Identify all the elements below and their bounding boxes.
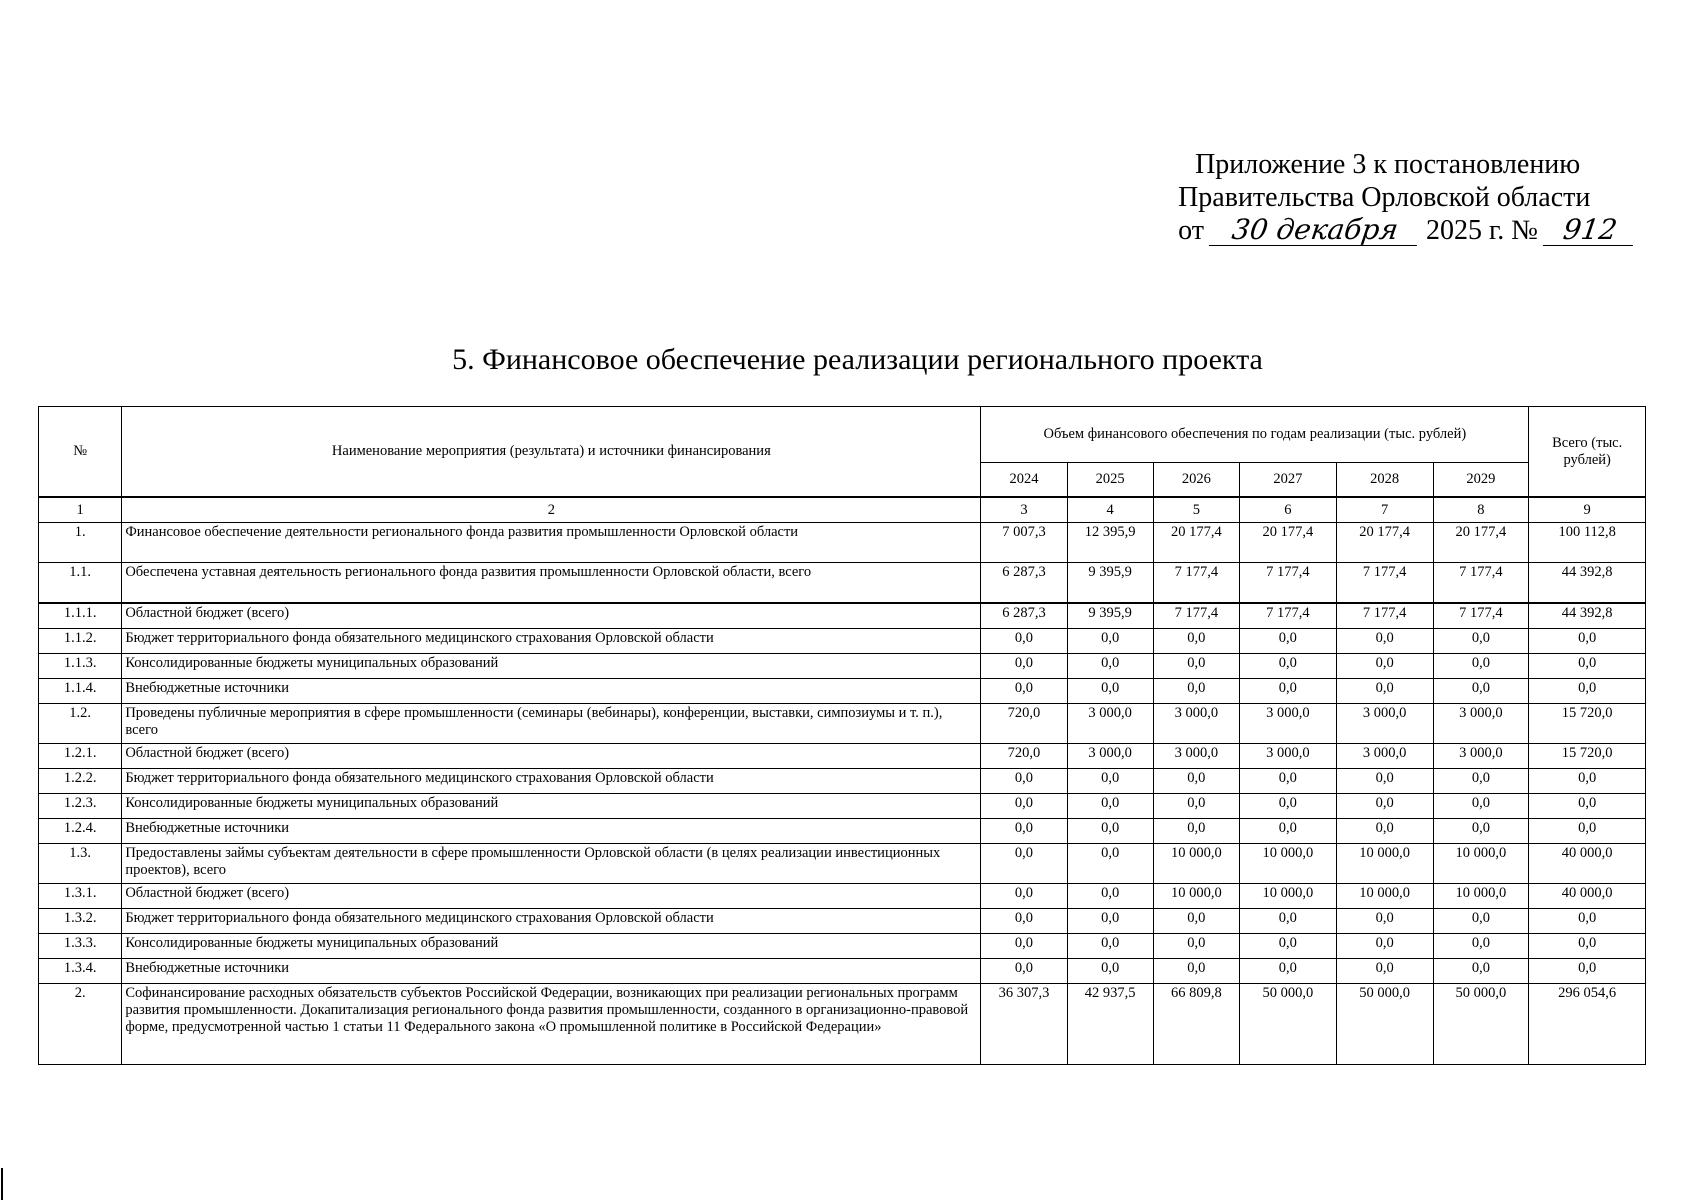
row-year-value: 0,0 [1153,679,1239,704]
row-name: Внебюджетные источники [122,959,981,984]
row-year-value: 6 287,3 [981,563,1067,604]
row-year-value: 0,0 [1239,819,1336,844]
row-year-value: 0,0 [1336,654,1433,679]
row-year-value: 0,0 [981,654,1067,679]
table-row [39,603,1646,629]
column-number: 1 [39,497,122,523]
handwritten-number: 912 [1543,215,1637,246]
row-number: 1.3.4. [39,959,122,984]
row-year-value: 0,0 [1336,909,1433,934]
row-year-value: 0,0 [1239,909,1336,934]
row-name: Областной бюджет (всего) [122,744,981,769]
page-title: 5. Финансовое обеспечение реализации регионального проекта [452,343,1263,376]
header-year: 2029 [1433,463,1529,498]
row-year-value: 0,0 [1153,794,1239,819]
row-year-value: 7 177,4 [1153,603,1239,629]
scan-edge-mark [1,1168,3,1200]
row-year-value: 0,0 [1067,884,1153,909]
row-year-value: 9 395,9 [1067,563,1153,604]
row-year-value: 0,0 [1067,909,1153,934]
row-year-value: 3 000,0 [1239,744,1336,769]
row-year-value: 3 000,0 [1336,704,1433,744]
row-total: 15 720,0 [1529,744,1646,769]
row-year-value: 0,0 [1153,959,1239,984]
row-year-value: 7 177,4 [1153,563,1239,604]
financing-table [38,406,1646,1065]
row-year-value: 10 000,0 [1153,884,1239,909]
row-total: 40 000,0 [1529,884,1646,909]
row-number: 1.1. [39,563,122,604]
row-number: 1.1.1. [39,603,122,629]
table-row [39,629,1646,654]
row-number: 1. [39,523,122,563]
row-year-value: 0,0 [1067,934,1153,959]
row-name: Проведены публичные мероприятия в сфере промышленности (семинары (вебинары), конференции, выставки, симпозиумы и т. п.), всего [122,704,981,744]
row-year-value: 10 000,0 [1239,844,1336,884]
table-row [39,819,1646,844]
row-year-value: 0,0 [1239,959,1336,984]
table-row [39,563,1646,604]
row-total: 0,0 [1529,794,1646,819]
row-year-value: 0,0 [1153,629,1239,654]
row-total: 15 720,0 [1529,704,1646,744]
row-year-value: 0,0 [981,819,1067,844]
row-year-value: 0,0 [981,769,1067,794]
row-year-value: 0,0 [1433,934,1529,959]
column-number: 9 [1529,497,1646,523]
row-year-value: 7 177,4 [1239,563,1336,604]
row-year-value: 10 000,0 [1239,884,1336,909]
row-year-value: 3 000,0 [1239,704,1336,744]
row-number: 1.1.4. [39,679,122,704]
column-number: 2 [122,497,981,523]
row-number: 1.2. [39,704,122,744]
row-total: 40 000,0 [1529,844,1646,884]
row-year-value: 3 000,0 [1433,704,1529,744]
table-row [39,934,1646,959]
row-year-value: 0,0 [1067,844,1153,884]
row-total: 100 112,8 [1529,523,1646,563]
row-year-value: 7 177,4 [1433,563,1529,604]
column-number: 3 [981,497,1067,523]
row-year-value: 10 000,0 [1433,844,1529,884]
row-year-value: 720,0 [981,744,1067,769]
row-name: Областной бюджет (всего) [122,603,981,629]
row-year-value: 0,0 [1239,934,1336,959]
row-year-value: 0,0 [1336,959,1433,984]
row-name: Консолидированные бюджеты муниципальных образований [122,794,981,819]
row-total: 0,0 [1529,959,1646,984]
header-name: Наименование мероприятия (результата) и источники финансирования [122,407,981,498]
row-year-value: 0,0 [1239,794,1336,819]
row-total: 44 392,8 [1529,603,1646,629]
appendix-line-3 [1178,214,1635,247]
row-year-value: 3 000,0 [1153,744,1239,769]
row-year-value: 50 000,0 [1239,984,1336,1065]
row-year-value: 720,0 [981,704,1067,744]
row-total: 0,0 [1529,654,1646,679]
table-row [39,984,1646,1065]
row-year-value: 7 177,4 [1336,563,1433,604]
row-year-value: 0,0 [1336,819,1433,844]
row-year-value: 0,0 [1153,654,1239,679]
row-year-value: 10 000,0 [1153,844,1239,884]
row-year-value: 0,0 [1153,934,1239,959]
table-row [39,523,1646,563]
row-name: Бюджет территориального фонда обязательного медицинского страхования Орловской области [122,909,981,934]
row-year-value: 0,0 [1067,679,1153,704]
row-year-value: 0,0 [1433,629,1529,654]
row-year-value: 0,0 [1433,819,1529,844]
row-year-value: 0,0 [1153,819,1239,844]
header-volume: Объем финансового обеспечения по годам реализации (тыс. рублей) [981,407,1529,463]
row-name: Внебюджетные источники [122,679,981,704]
row-year-value: 50 000,0 [1433,984,1529,1065]
table-row [39,909,1646,934]
row-year-value: 7 177,4 [1239,603,1336,629]
row-year-value: 0,0 [1153,769,1239,794]
row-year-value: 7 007,3 [981,523,1067,563]
row-total: 296 054,6 [1529,984,1646,1065]
row-number: 1.1.2. [39,629,122,654]
row-number: 1.3.2. [39,909,122,934]
row-year-value: 0,0 [1239,654,1336,679]
row-year-value: 10 000,0 [1336,884,1433,909]
row-year-value: 3 000,0 [1433,744,1529,769]
table-row [39,654,1646,679]
row-number: 2. [39,984,122,1065]
row-year-value: 0,0 [981,794,1067,819]
row-name: Консолидированные бюджеты муниципальных образований [122,934,981,959]
row-year-value: 20 177,4 [1239,523,1336,563]
row-year-value: 0,0 [1433,679,1529,704]
row-year-value: 3 000,0 [1153,704,1239,744]
row-year-value: 7 177,4 [1336,603,1433,629]
row-year-value: 0,0 [981,934,1067,959]
row-year-value: 0,0 [1336,769,1433,794]
row-total: 44 392,8 [1529,563,1646,604]
handwritten-date: 30 декабря [1209,215,1421,246]
row-number: 1.3.3. [39,934,122,959]
column-number: 8 [1433,497,1529,523]
table-row [39,794,1646,819]
row-year-value: 20 177,4 [1433,523,1529,563]
table-row [39,959,1646,984]
row-year-value: 0,0 [981,629,1067,654]
row-year-value: 0,0 [981,844,1067,884]
row-name: Бюджет территориального фонда обязательного медицинского страхования Орловской области [122,629,981,654]
row-year-value: 42 937,5 [1067,984,1153,1065]
row-year-value: 0,0 [1433,909,1529,934]
row-year-value: 0,0 [1067,654,1153,679]
row-number: 1.2.1. [39,744,122,769]
appendix-block [1178,148,1635,247]
appendix-line-1: Приложение 3 к постановлению [1195,149,1581,180]
row-number: 1.2.2. [39,769,122,794]
row-year-value: 50 000,0 [1336,984,1433,1065]
row-year-value: 10 000,0 [1336,844,1433,884]
column-number: 4 [1067,497,1153,523]
row-year-value: 10 000,0 [1433,884,1529,909]
row-total: 0,0 [1529,819,1646,844]
row-number: 1.3.1. [39,884,122,909]
row-year-value: 36 307,3 [981,984,1067,1065]
row-year-value: 12 395,9 [1067,523,1153,563]
row-year-value: 0,0 [1153,909,1239,934]
header-no: № [39,407,122,498]
column-number: 6 [1239,497,1336,523]
row-year-value: 0,0 [1336,679,1433,704]
row-year-value: 0,0 [981,959,1067,984]
column-number: 7 [1336,497,1433,523]
row-total: 0,0 [1529,679,1646,704]
appendix-line-2: Правительства Орловской области [1178,182,1591,213]
row-year-value: 0,0 [1433,959,1529,984]
row-number: 1.3. [39,844,122,884]
header-year: 2024 [981,463,1067,498]
row-total: 0,0 [1529,934,1646,959]
row-year-value: 0,0 [981,909,1067,934]
row-year-value: 0,0 [1067,794,1153,819]
row-year-value: 3 000,0 [1336,744,1433,769]
row-year-value: 0,0 [1433,654,1529,679]
row-year-value: 0,0 [981,679,1067,704]
row-year-value: 0,0 [1433,794,1529,819]
row-name: Обеспечена уставная деятельность регионального фонда развития промышленности Орловской области, всего [122,563,981,604]
header-year: 2027 [1239,463,1336,498]
row-name: Финансовое обеспечение деятельности регионального фонда развития промышленности Орловской области [122,523,981,563]
header-year: 2025 [1067,463,1153,498]
row-year-value: 3 000,0 [1067,704,1153,744]
row-year-value: 0,0 [981,884,1067,909]
row-name: Внебюджетные источники [122,819,981,844]
row-year-value: 0,0 [1067,819,1153,844]
row-year-value: 66 809,8 [1153,984,1239,1065]
row-year-value: 0,0 [1336,794,1433,819]
row-number: 1.2.4. [39,819,122,844]
table-row [39,844,1646,884]
row-year-value: 6 287,3 [981,603,1067,629]
header-year: 2026 [1153,463,1239,498]
row-number: 1.2.3. [39,794,122,819]
table-row [39,744,1646,769]
column-numbers-row [39,497,1646,523]
row-year-value: 20 177,4 [1336,523,1433,563]
row-year-value: 0,0 [1239,769,1336,794]
row-year-value: 20 177,4 [1153,523,1239,563]
row-year-value: 0,0 [1067,959,1153,984]
appendix-from-label: от [1178,215,1204,246]
row-year-value: 0,0 [1336,629,1433,654]
row-total: 0,0 [1529,769,1646,794]
table-row [39,769,1646,794]
row-name: Бюджет территориального фонда обязательного медицинского страхования Орловской области [122,769,981,794]
table-row [39,704,1646,744]
row-name: Областной бюджет (всего) [122,884,981,909]
column-number: 5 [1153,497,1239,523]
header-year: 2028 [1336,463,1433,498]
row-year-value: 7 177,4 [1433,603,1529,629]
row-name: Предоставлены займы субъектам деятельности в сфере промышленности Орловской области (в целях реализации инвестиционных проектов), всего [122,844,981,884]
row-name: Софинансирование расходных обязательств субъектов Российской Федерации, возникающих при реализации региональных программ развития промышленности. Докапитализация регионального фонда развития промышленности, созданного в организационно-правовой форме, предусмотренной частью 1 статьи 11 Федерального закона «О промышленной политике в Российской Федерации» [122,984,981,1065]
row-total: 0,0 [1529,629,1646,654]
row-year-value: 0,0 [1336,934,1433,959]
row-year-value: 0,0 [1067,769,1153,794]
row-name: Консолидированные бюджеты муниципальных образований [122,654,981,679]
row-year-value: 9 395,9 [1067,603,1153,629]
appendix-year-label: 2025 г. № [1425,215,1538,246]
table-row [39,679,1646,704]
row-year-value: 0,0 [1239,629,1336,654]
row-year-value: 0,0 [1433,769,1529,794]
table-row [39,884,1646,909]
row-year-value: 0,0 [1067,629,1153,654]
header-total: Всего (тыс. рублей) [1529,407,1646,498]
row-number: 1.1.3. [39,654,122,679]
row-total: 0,0 [1529,909,1646,934]
row-year-value: 0,0 [1239,679,1336,704]
row-year-value: 3 000,0 [1067,744,1153,769]
